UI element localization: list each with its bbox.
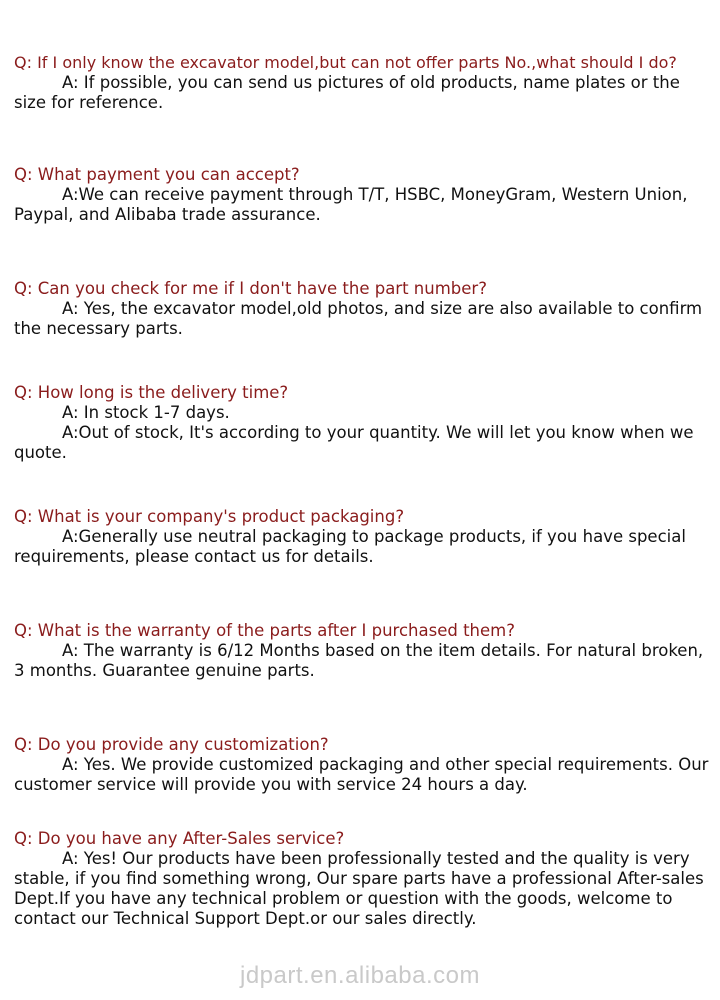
faq-1 <box>14 53 714 113</box>
faq-question: Q: What is the warranty of the parts after I purchased them? <box>14 621 515 640</box>
faq-answer: A:Out of stock, It's according to your quantity. We will let you know when we quote. <box>14 423 694 462</box>
faq-8 <box>14 829 714 929</box>
faq-answer: A: The warranty is 6/12 Months based on the item details. For natural broken, 3 months. Guarantee genuine parts. <box>14 641 704 680</box>
faq-5 <box>14 507 714 567</box>
faq-question: Q: How long is the delivery time? <box>14 383 289 402</box>
faq-question: Q: Do you provide any customization? <box>14 735 329 754</box>
faq-answer: A: In stock 1-7 days. <box>62 403 230 422</box>
faq-question: Q: What payment you can accept? <box>14 165 300 184</box>
faq-answer: A: If possible, you can send us pictures of old products, name plates or the size for reference. <box>14 73 680 112</box>
faq-answer: A:We can receive payment through T/T, HSBC, MoneyGram, Western Union, Paypal, and Alibaba trade assurance. <box>14 185 688 224</box>
faq-answer: A: Yes, the excavator model,old photos, and size are also available to confirm the necessary parts. <box>14 299 703 338</box>
faq-question: Q: What is your company's product packaging? <box>14 507 405 526</box>
faq-7 <box>14 735 714 795</box>
faq-answer: A: Yes. We provide customized packaging and other special requirements. Our customer service will provide you with service 24 hours a day. <box>14 755 709 794</box>
faq-4 <box>14 383 714 463</box>
faq-answer: A:Generally use neutral packaging to package products, if you have special requirements, please contact us for details. <box>14 527 686 566</box>
faq-2 <box>14 165 714 225</box>
faq-3 <box>14 279 714 339</box>
faq-6 <box>14 621 714 681</box>
faq-question: Q: Can you check for me if I don't have the part number? <box>14 279 487 298</box>
watermark: jdpart.en.alibaba.com <box>240 962 480 989</box>
faq-question: Q: If I only know the excavator model,but can not offer parts No.,what should I do? <box>14 53 677 72</box>
faq-question: Q: Do you have any After-Sales service? <box>14 829 345 848</box>
faq-answer: A: Yes! Our products have been professionally tested and the quality is very stable, if you find something wrong, Our spare parts have a professional After-sales Dept.If you have any technical problem or question with the goods, welcome to contact our Technical Support Dept.or our sales directly. <box>14 849 704 928</box>
